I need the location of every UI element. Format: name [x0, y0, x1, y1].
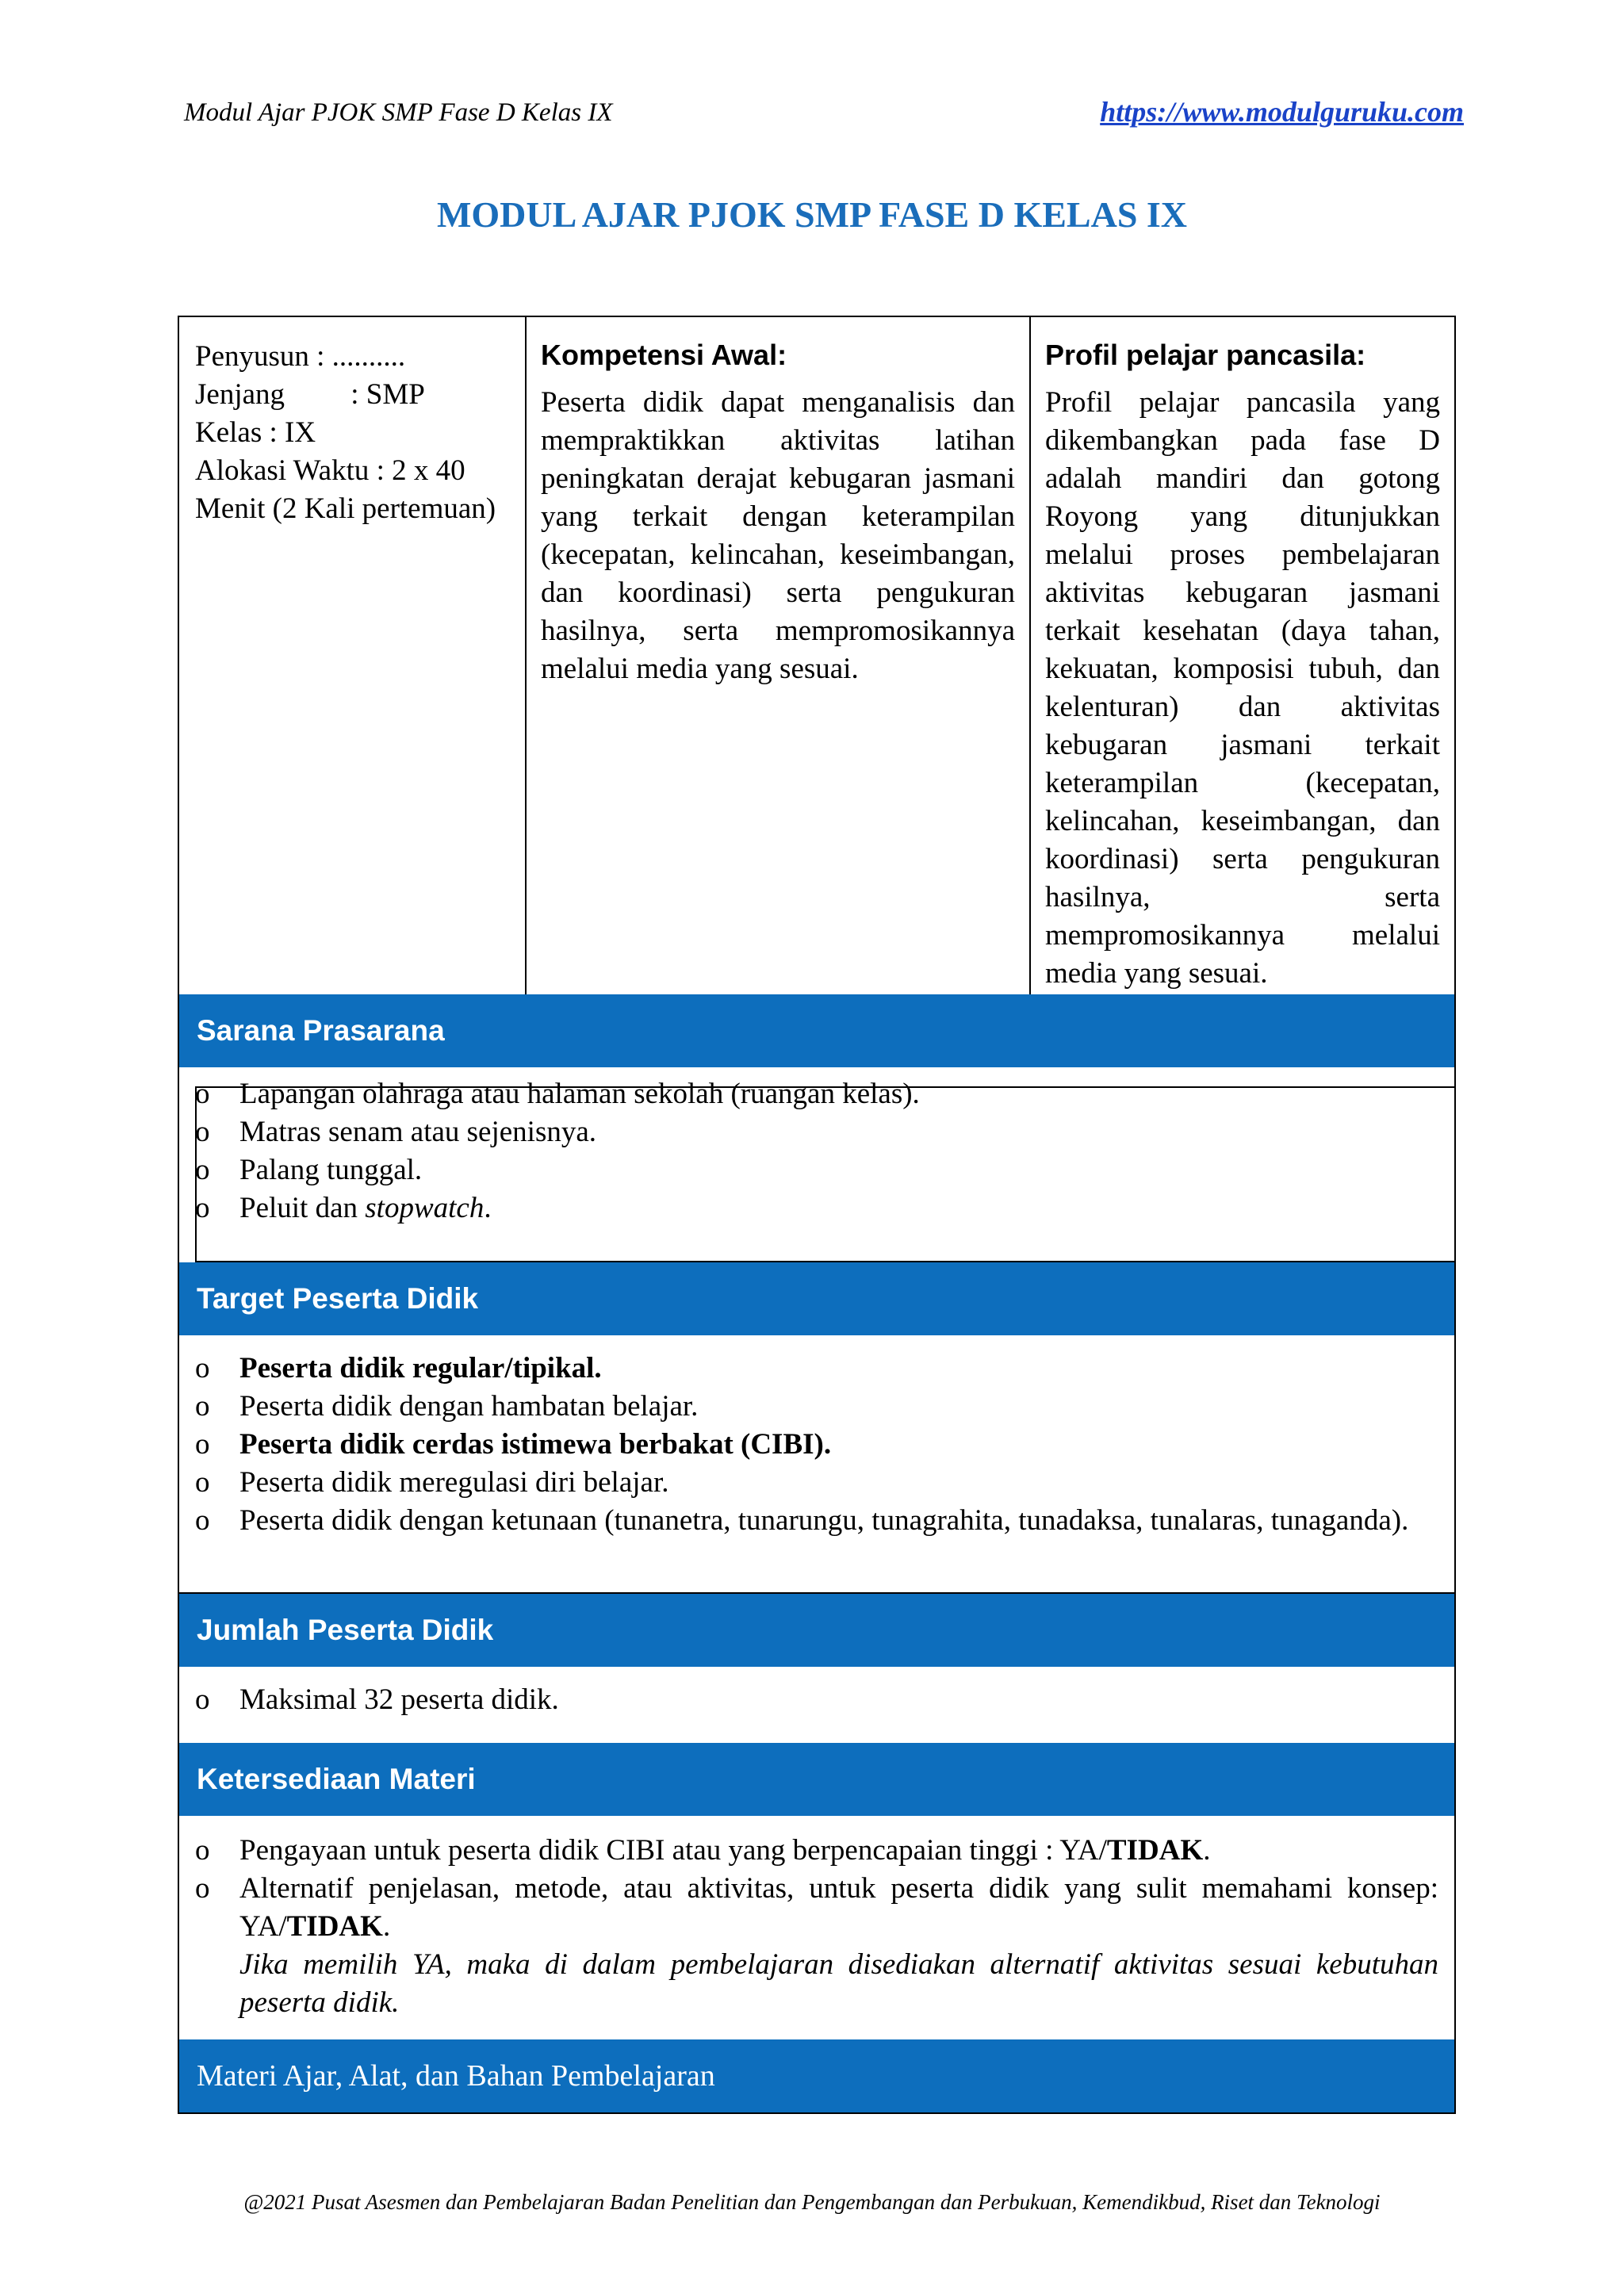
footer-copyright: @2021 Pusat Asesmen dan Pembelajaran Badan Penelitian dan Pengembangan dan Perbukuan, Kemendikbud, Riset dan Teknologi	[243, 2190, 1381, 2214]
jenjang: Jenjang : SMP	[195, 378, 425, 411]
target-heading-band: Target Peserta Didik	[178, 1262, 1456, 1335]
list-item: o Alternatif penjelasan, metode, atau aktivitas, untuk peserta didik yang sulit memahami konsep: YA/TIDAK.	[195, 1872, 1438, 1943]
list-item: o Peluit dan stopwatch.	[195, 1192, 492, 1224]
profil-heading: Profil pelajar pancasila:	[1045, 339, 1366, 371]
header-website-link[interactable]: https://www.modulguruku.com	[1100, 96, 1464, 128]
header-document-name: Modul Ajar PJOK SMP Fase D Kelas IX	[184, 98, 613, 127]
penyusun: Penyusun : ..........	[195, 340, 406, 373]
kompetensi-column	[525, 317, 1031, 994]
jumlah-section	[178, 1667, 1456, 1743]
list-item: o Peserta didik meregulasi diri belajar.	[195, 1466, 669, 1499]
materi-heading-band: Ketersediaan Materi	[178, 1743, 1456, 1816]
list-item: o Peserta didik cerdas istimewa berbakat (CIBI).	[195, 1428, 832, 1461]
materi-section	[178, 1816, 1456, 2039]
kompetensi-text: Peserta didik dapat menganalisis dan mempraktikkan aktivitas latihan peningkatan derajat kebugaran jasmani yang terkait dengan keterampilan (kecepatan, kelincahan, keseimbangan, dan koordinasi) serta pengukuran hasilnya, serta mempromosikannya melalui media yang sesuai.	[541, 386, 1015, 685]
list-item: o Peserta didik dengan hambatan belajar.	[195, 1390, 699, 1423]
list-item: o Pengayaan untuk peserta didik CIBI atau yang berpencapaian tinggi : YA/TIDAK.	[195, 1834, 1211, 1867]
materi-ajar-heading-band: Materi Ajar, Alat, dan Bahan Pembelajaran	[178, 2039, 1456, 2114]
jumlah-heading-band: Jumlah Peserta Didik	[178, 1594, 1456, 1667]
identity-column	[179, 317, 527, 994]
kelas: Kelas : IX	[195, 416, 316, 449]
profil-text: Profil pelajar pancasila yang dikembangkan pada fase D adalah mandiri dan gotong Royong yang ditunjukkan melalui proses pembelajaran aktivitas kebugaran jasmani terkait kesehatan (daya tahan, kekuatan, komposisi tubuh, dan kelenturan) dan aktivitas kebugaran jasmani terkait keterampilan (kecepatan, kelincahan, keseimbangan, dan koordinasi) serta pengukuran hasilnya, serta mempromosikannya melalui media yang sesuai.	[1045, 386, 1440, 990]
info-table	[178, 316, 1456, 996]
list-item: o Matras senam atau sejenisnya.	[195, 1116, 597, 1148]
materi-note: Jika memilih YA, maka di dalam pembelajaran disediakan alternatif aktivitas sesuai kebutuhan peserta didik.	[239, 1948, 1438, 2019]
target-section	[178, 1335, 1456, 1594]
list-item: o Peserta didik regular/tipikal.	[195, 1352, 602, 1384]
kompetensi-heading: Kompetensi Awal:	[541, 339, 787, 371]
sarana-section	[178, 1067, 1456, 1262]
list-item: o Lapangan olahraga atau halaman sekolah (ruangan kelas).	[195, 1078, 920, 1110]
alokasi-waktu: Alokasi Waktu : 2 x 40 Menit (2 Kali pertemuan)	[195, 454, 496, 525]
list-item: o Peserta didik dengan ketunaan (tunanetra, tunarungu, tunagrahita, tunadaksa, tunalaras, tunaganda).	[195, 1504, 1409, 1537]
sarana-heading-band: Sarana Prasarana	[178, 994, 1456, 1067]
page-title: MODUL AJAR PJOK SMP FASE D KELAS IX	[436, 194, 1188, 235]
profil-column	[1029, 317, 1454, 994]
list-item: o Palang tunggal.	[195, 1154, 423, 1186]
list-item: o Maksimal 32 peserta didik.	[195, 1683, 559, 1716]
